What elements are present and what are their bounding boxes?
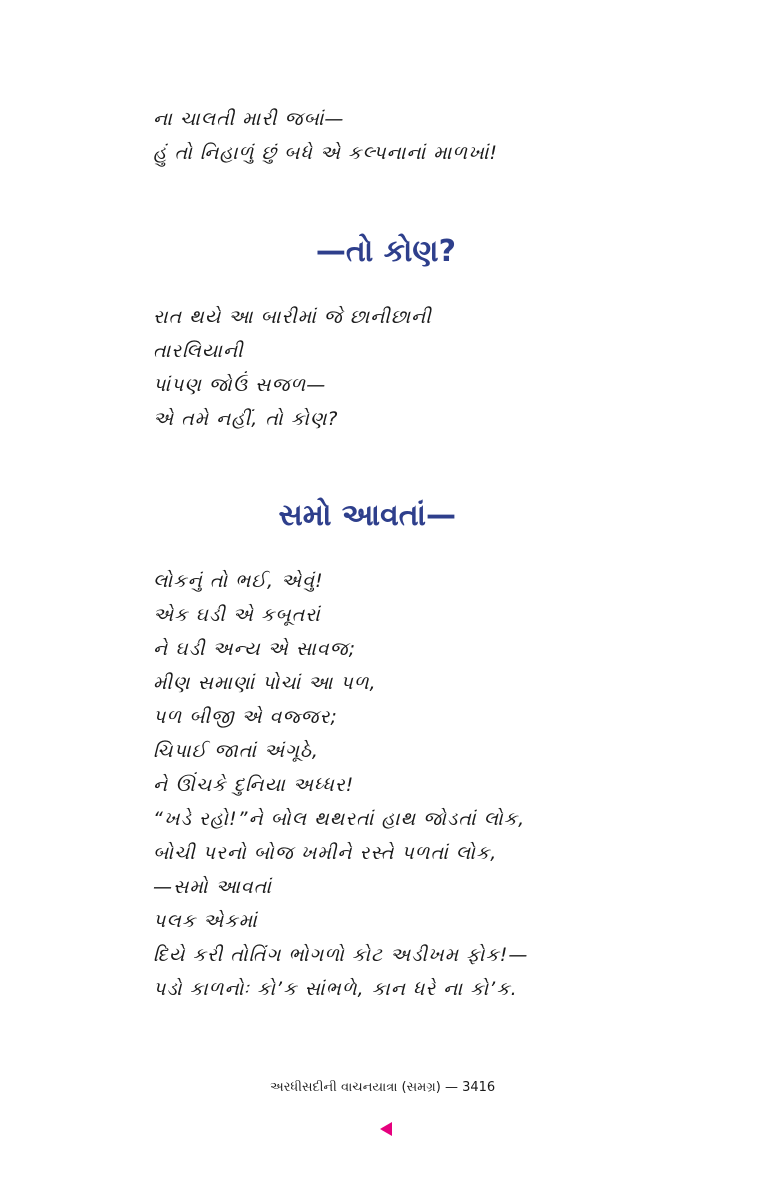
poem-line: ના ચાલતી મારી જબાં—	[153, 108, 345, 130]
poem-line: બોચી પરનો બોજ ખમીને રસ્તે પળતાં લોક,	[153, 842, 498, 864]
poem-line: રાત થયે આ બારીમાં જે છાનીછાની	[153, 306, 432, 328]
poem-line: મીણ સમાણાં પોચાં આ પળ,	[153, 672, 377, 694]
poem-line: —સમો આવતાં	[153, 876, 272, 898]
poem-line: ને ઘડી અન્ય એ સાવજ;	[153, 638, 357, 660]
poem-line: “ખડે રહો!”ને બોલ થથરતાં હાથ જોડતાં લોક,	[153, 808, 526, 830]
poem-line: એ તમે નહીં, તો કોણ?	[153, 408, 339, 430]
poem-line: ને ઊંચકે દુનિયા અધ્ધર!	[153, 774, 355, 796]
poem-line: પાંપણ જોઉં સજળ—	[153, 374, 327, 396]
poem-line: પળ બીજી એ વજ્જર;	[153, 706, 338, 728]
poem-line: હું તો નિહાળું છું બધે એ કલ્પનાનાં માળખાં!	[153, 142, 498, 164]
poem-title: સમો આવતાં—	[278, 498, 456, 533]
poem-line: પલક એકમાં	[153, 910, 258, 932]
poem-line: ચિપાઈ જાતાં અંગૂઠે,	[153, 740, 319, 762]
poem-line: એક ઘડી એ કબૂતરાં	[153, 604, 321, 626]
poem-line: પડો કાળનોઃ કો’ક સાંભળે, કાન ધરે ના કો’ક.	[153, 978, 518, 1000]
poem-line: તારલિયાની	[153, 340, 244, 362]
page-footer: અરધીસદીની વાચનયાત્રા (સમગ્ર) — 3416	[270, 1080, 496, 1095]
poem-title: —તો કોણ?	[315, 234, 456, 269]
prev-page-arrow-icon[interactable]	[380, 1122, 392, 1136]
poem-line: દિયે કરી તોતિંગ ભોગળો કોટ અડીખમ ફોક!—	[153, 944, 529, 966]
poem-line: લોકનું તો ભઈ, એવું!	[153, 570, 324, 592]
